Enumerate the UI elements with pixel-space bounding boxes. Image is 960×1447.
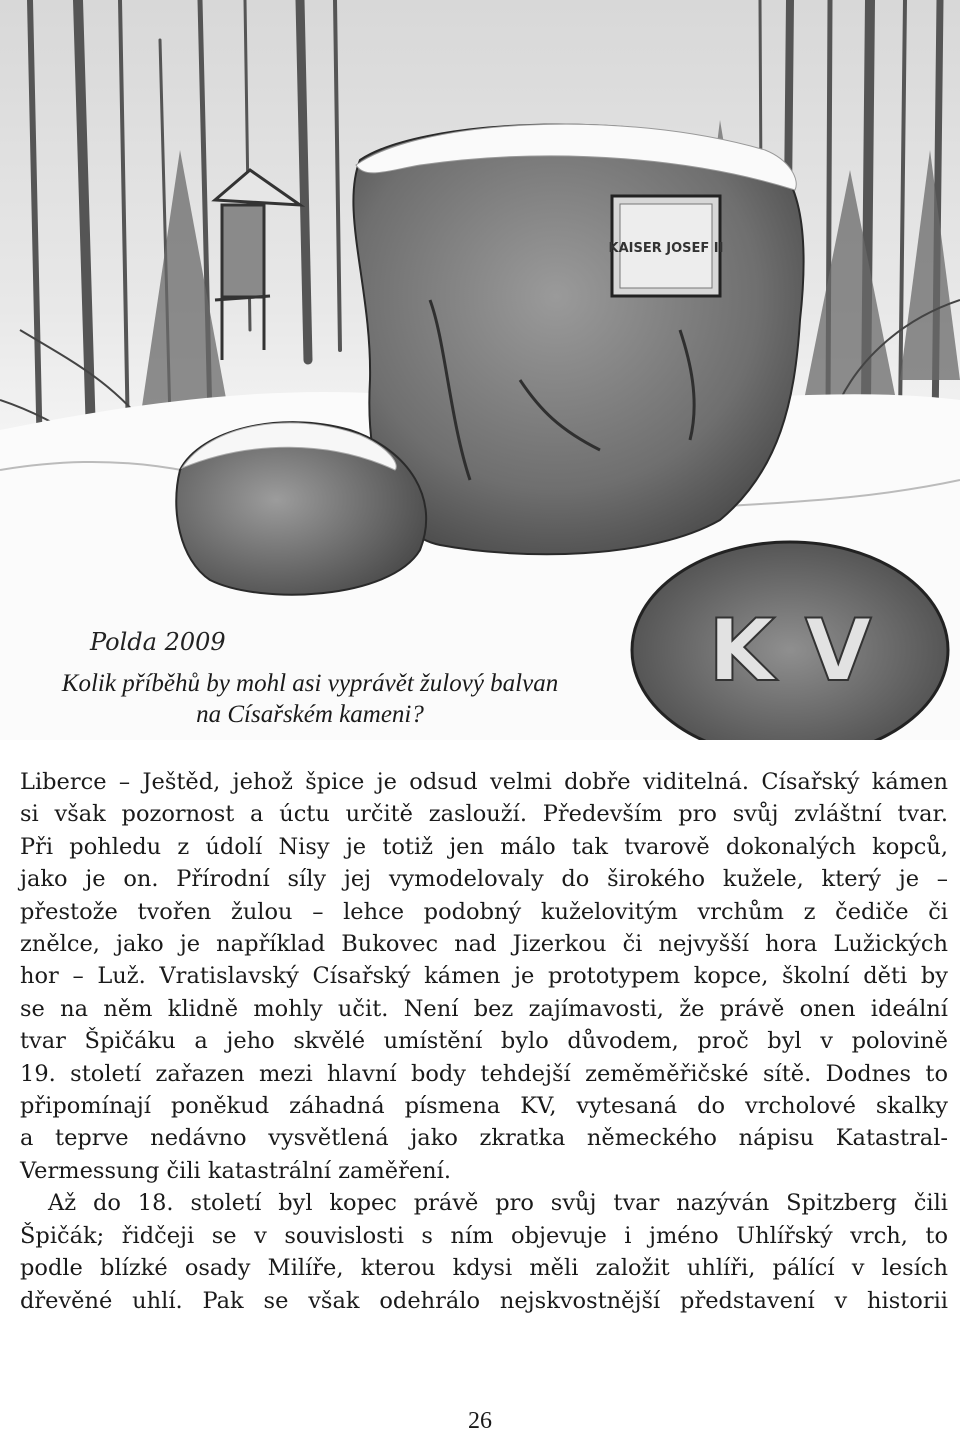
caption-line-1: Kolik příběhů by mohl asi vyprávět žulový balvan: [61, 670, 559, 697]
body-line: hor – Luž. Vratislavský Císařský kámen je prototypem kopce, školní děti by: [20, 963, 948, 990]
body-line: Liberce – Ještěd, jehož špice je odsud velmi dobře viditelná. Císařský kámen: [20, 769, 948, 795]
body-line: přestože tvořen žulou – lehce podobný kuželovitým vrchům z čediče či: [20, 898, 948, 925]
body-line: podle blízké osady Milíře, kterou kdysi měli založit uhlíři, pálící v lesích: [20, 1255, 948, 1282]
artist-signature: Polda 2009: [90, 628, 226, 656]
body-line: dřevěné uhlí. Pak se však odehrálo nejskvostnější představení v historii: [20, 1287, 948, 1314]
body-line: Vermessung čili katastrální zaměření.: [20, 1157, 452, 1184]
body-line: Až do 18. století byl kopec právě pro svůj tvar nazýván Spitzberg čili: [48, 1190, 948, 1217]
body-line: Špičák; řidčeji se v souvislosti s ním objevuje i jméno Uhlířský vrch, to: [20, 1222, 948, 1249]
body-line: 19. století zařazen mezi hlavní body tehdejší zeměměřičské sítě. Dodnes to: [20, 1060, 948, 1087]
kv-inset: [632, 542, 948, 740]
plaque-text: KAISER JOSEF II: [608, 241, 724, 256]
body-line: a teprve nedávno vysvětlená jako zkratka německého nápisu Katastral-: [20, 1125, 948, 1152]
illustration-caption: [0, 668, 620, 730]
caption-line-2: na Císařském kameni?: [196, 701, 424, 728]
body-line: si však pozornost a úctu určitě zaslouží. Především pro svůj zvláštní tvar.: [20, 801, 948, 828]
body-line: jako je on. Přírodní síly jej vymodelovaly do širokého kužele, který je –: [20, 866, 948, 893]
body-line: připomínají poněkud záhadná písmena KV, vytesaná do vrcholové skalky: [20, 1093, 948, 1120]
body-line: tvar Špičáku a jeho skvělé umístění bylo důvodem, proč byl v polovině: [20, 1028, 948, 1055]
body-line: se na něm klidně mohly učit. Není bez zajímavosti, že právě onen ideální: [20, 995, 948, 1022]
body-line: Při pohledu z údolí Nisy je totiž jen málo tak tvarově dokonalých kopců,: [20, 833, 948, 860]
kv-letters: K V: [708, 601, 872, 701]
body-text: [20, 766, 948, 1317]
body-line: znělce, jako je například Bukovec nad Jizerkou či nejvyšší hora Lužických: [20, 931, 948, 958]
page-number: 26: [468, 1408, 492, 1434]
emperor-plaque: [609, 196, 724, 296]
